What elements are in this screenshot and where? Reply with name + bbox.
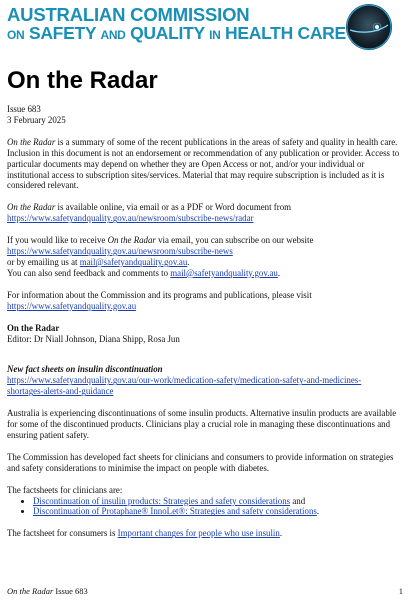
page-number: 1 xyxy=(398,586,403,596)
issue-date: 3 February 2025 xyxy=(7,114,66,125)
section-heading: New fact sheets on insulin discontinuation xyxy=(7,364,163,375)
commission-info-paragraph: For information about the Commission and its programs and publications, please visit https://www.safetyandquality.gov.au xyxy=(7,289,312,311)
section-paragraph-2: The Commission has developed fact sheets for clinicians and consumers to provide information on strategies and safety considerations to minimise the impact on people with diabetes. xyxy=(7,451,394,473)
section-paragraph-3: The factsheets for clinicians are: xyxy=(7,484,123,495)
availability-paragraph: On the Radar is available online, via email or as a PDF or Word document from https://www.safetyandquality.gov.au/newsroom/subscribe-news/radar xyxy=(7,202,292,224)
section-paragraph-1: Australia is experiencing discontinuations of some insulin products. Alternative insulin products are available for some of the discontinued products. Clinicians play a crucial role in managing these discontinuations and ensuring patient safety. xyxy=(7,408,397,440)
subscribe-link[interactable]: https://www.safetyandquality.gov.au/newsroom/subscribe-news xyxy=(7,246,233,257)
commission-link[interactable]: https://www.safetyandquality.gov.au xyxy=(7,300,137,311)
issue-number: Issue 683 xyxy=(7,104,41,114)
consumer-factsheet-paragraph: The factsheet for consumers is Important changes for people who use insulin. xyxy=(7,528,283,539)
factsheet-link-insulin-products[interactable]: Discontinuation of insulin products: Strategies and safety considerations xyxy=(33,495,291,506)
subscribe-paragraph: If you would like to receive On the Radar via email, you can subscribe on our website https://www.safetyandquality.gov.au/newsroom/subscribe-news or by emailing us at mail@safetyandquality.gov.au. You can also send feedback and comments to mail@safetyandquality.gov.au. xyxy=(7,235,314,278)
radar-link[interactable]: https://www.safetyandquality.gov.au/newsroom/subscribe-news/radar xyxy=(7,213,254,224)
logo-line-2: ON SAFETY AND QUALITY IN HEALTH CARE xyxy=(7,23,346,43)
list-item: • Discontinuation of insulin products: Strategies and safety considerations and xyxy=(33,496,403,507)
email-link[interactable]: mail@safetyandquality.gov.au xyxy=(79,256,188,267)
medication-safety-link[interactable]: https://www.safetyandquality.gov.au/our-work/medication-safety/medication-safety-and-medicines- shortages-alerts-and-guidance xyxy=(7,375,362,397)
editor-heading: On the Radar xyxy=(7,322,60,333)
commission-emblem-icon xyxy=(345,3,393,51)
feedback-email-link[interactable]: mail@safetyandquality.gov.au xyxy=(170,267,278,278)
clinician-factsheet-list xyxy=(7,496,403,518)
editor-line: Editor: Dr Niall Johnson, Diana Shipp, Rosa Jun xyxy=(7,333,180,344)
document-body xyxy=(7,104,403,539)
page-footer: On the Radar Issue 683 1 xyxy=(7,586,403,596)
factsheet-link-protaphane[interactable]: Discontinuation of Protaphane® InnoLet®: Strategies and safety considerations xyxy=(33,506,317,517)
logo-line-1: AUSTRALIAN COMMISSION xyxy=(7,4,250,25)
commission-logo-text xyxy=(7,6,346,44)
intro-paragraph: On the Radar is a summary of some of the recent publications in the areas of safety and quality in health care. Inclusion in this document is not an endorsement or recommendation of any publication or provider. Access to particular documents may depend on whether they are Open Access or not, and/or your individual or institutional access to subscription sites/services. Material that may require subscription is included as it is considered relevant. xyxy=(7,136,400,191)
consumer-factsheet-link[interactable]: Important changes for people who use insulin xyxy=(117,528,280,539)
list-item: • Discontinuation of Protaphane® InnoLet®: Strategies and safety considerations. xyxy=(33,506,403,517)
page-title: On the Radar xyxy=(7,67,158,94)
section-link-para xyxy=(7,375,403,397)
